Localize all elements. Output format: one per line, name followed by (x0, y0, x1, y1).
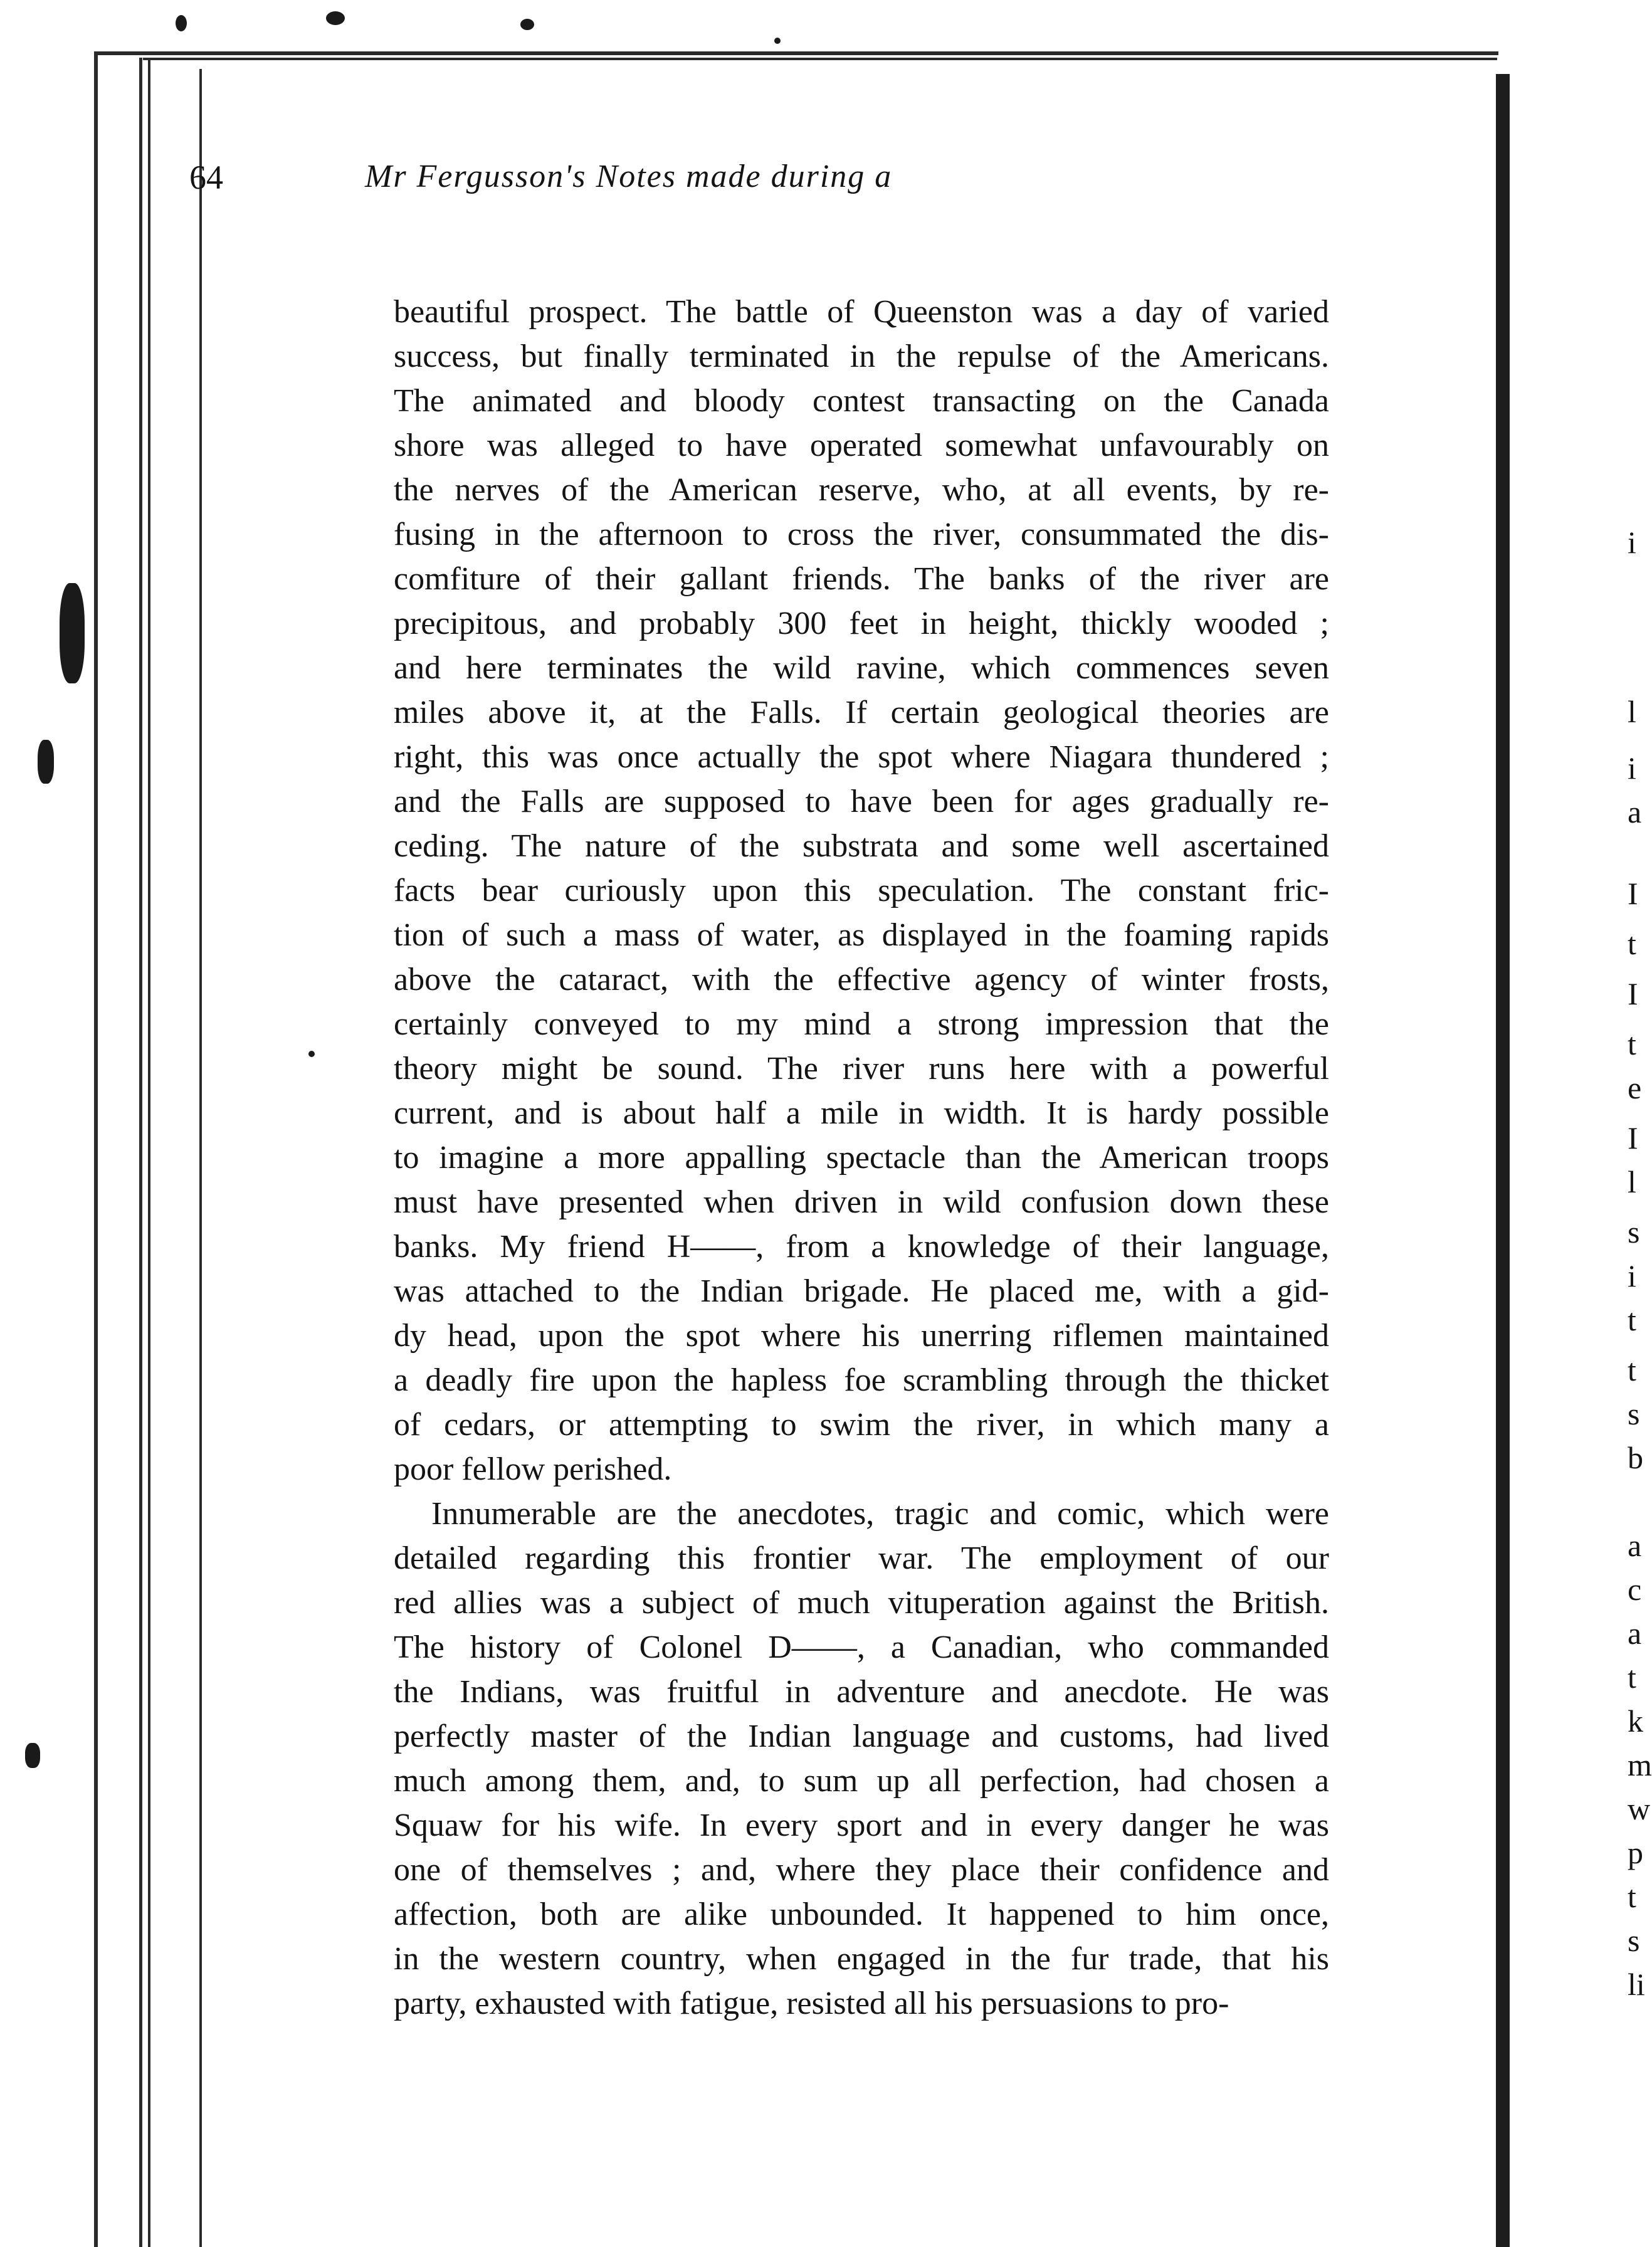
facing-page-fragment: i (1628, 525, 1636, 560)
text-line: Squaw for his wife. In every sport and in every danger he was (394, 1808, 1329, 1843)
scan-speck (774, 38, 781, 44)
text-line: dy head, upon the spot where his unerring riflemen maintained (394, 1318, 1329, 1354)
margin-dot (308, 1051, 315, 1057)
facing-page-fragment: I (1628, 976, 1638, 1011)
facing-page-fragment: c (1628, 1572, 1642, 1607)
text-line: the Indians, was fruitful in adventure and anecdote. He was (394, 1674, 1329, 1710)
text-line: shore was alleged to have operated somewhat unfavourably on (394, 428, 1329, 463)
text-line: above the cataract, with the effective agency of winter frosts, (394, 962, 1329, 997)
text-line: in the western country, when engaged in the fur trade, that his (394, 1941, 1329, 1977)
text-line: certainly conveyed to my mind a strong impression that the (394, 1006, 1329, 1042)
running-head (189, 158, 1330, 208)
facing-page-fragment: t (1628, 1879, 1636, 1914)
text-line: tion of such a mass of water, as displayed in the foaming rapids (394, 917, 1329, 953)
text-line: poor fellow perished. (394, 1451, 672, 1487)
page-edge-top-inner (143, 58, 1497, 60)
facing-page-fragment: I (1628, 876, 1638, 911)
facing-page-fragment: b (1628, 1440, 1643, 1475)
facing-page-fragment: w (1628, 1791, 1651, 1826)
text-line: ceding. The nature of the substrata and some well ascertained (394, 828, 1329, 864)
text-line: beautiful prospect. The battle of Queenston was a day of varied (394, 294, 1329, 330)
facing-page-fragment: I (1628, 1120, 1638, 1155)
text-line: The animated and bloody contest transacting on the Canada (394, 383, 1329, 419)
text-line: to imagine a more appalling spectacle than the American troops (394, 1140, 1329, 1176)
page-number: 64 (189, 159, 223, 196)
text-line: affection, both are alike unbounded. It happened to him once, (394, 1897, 1329, 1932)
scan-speck (520, 19, 534, 30)
text-line: the nerves of the American reserve, who, at all events, by re- (394, 472, 1329, 508)
text-line: and here terminates the wild ravine, which commences seven (394, 650, 1329, 686)
page-edge-left (94, 51, 98, 2247)
facing-page-fragment: k (1628, 1703, 1643, 1739)
page-edge-left-2 (139, 58, 142, 2247)
text-line: a deadly fire upon the hapless foe scrambling through the thicket (394, 1362, 1329, 1398)
facing-page-fragment: t (1628, 1302, 1636, 1337)
page-edge-left-3 (148, 60, 150, 2247)
facing-page-fragment: t (1628, 1660, 1636, 1695)
text-line: theory might be sound. The river runs here with a powerful (394, 1051, 1329, 1087)
text-line: detailed regarding this frontier war. The employment of our (394, 1540, 1329, 1576)
text-line: much among them, and, to sum up all perfection, had chosen a (394, 1763, 1329, 1799)
page-gutter (1496, 74, 1510, 2247)
facing-page-fragment: i (1628, 1258, 1636, 1293)
text-line: and the Falls are supposed to have been for ages gradually re- (394, 784, 1329, 819)
text-line: success, but finally terminated in the repulse of the Americans. (394, 339, 1329, 374)
scan-smudge (60, 583, 85, 683)
text-line: perfectly master of the Indian language and customs, had lived (394, 1718, 1329, 1754)
facing-page-fragment: m (1628, 1747, 1652, 1782)
scan-smudge (25, 1743, 40, 1768)
facing-page-fragment: l (1628, 694, 1636, 729)
scan-smudge (38, 740, 54, 784)
text-line: one of themselves ; and, where they place their confidence and (394, 1852, 1329, 1888)
text-line: comfiture of their gallant friends. The banks of the river are (394, 561, 1329, 597)
text-line: banks. My friend H——, from a knowledge of their language, (394, 1229, 1329, 1265)
facing-page-fragment: a (1628, 1528, 1642, 1563)
text-line: right, this was once actually the spot where Niagara thundered ; (394, 739, 1329, 775)
page-edge-top (94, 51, 1498, 55)
facing-page-fragment: a (1628, 1616, 1642, 1651)
facing-page-fragment: a (1628, 794, 1642, 829)
text-line: miles above it, at the Falls. If certain geological theories are (394, 695, 1329, 730)
facing-page-fragment: i (1628, 750, 1636, 786)
running-title: Mr Fergusson's Notes made during a (365, 159, 893, 194)
text-line: The history of Colonel D——, a Canadian, who commanded (394, 1629, 1329, 1665)
text-line: must have presented when driven in wild confusion down these (394, 1184, 1329, 1220)
text-line: Innumerable are the anecdotes, tragic and comic, which were (431, 1496, 1329, 1532)
facing-page-fragment: s (1628, 1923, 1640, 1958)
text-line: of cedars, or attempting to swim the river, in which many a (394, 1407, 1329, 1443)
text-line: precipitous, and probably 300 feet in height, thickly wooded ; (394, 606, 1329, 641)
page-edge-left-4 (199, 69, 202, 2247)
facing-page-fragment: e (1628, 1070, 1642, 1105)
scan-speck (326, 11, 345, 25)
text-line: current, and is about half a mile in width. It is hardy possible (394, 1095, 1329, 1131)
facing-page-fragment: s (1628, 1214, 1640, 1250)
scan-top-border (0, 0, 1648, 51)
facing-page-fragment: li (1628, 1967, 1645, 2002)
scan-left-border (0, 0, 94, 2247)
facing-page-fragment: s (1628, 1396, 1640, 1431)
facing-page-fragment: t (1628, 1352, 1636, 1387)
text-line: red allies was a subject of much vituperation against the British. (394, 1585, 1329, 1621)
facing-page-edge (1510, 74, 1652, 2247)
facing-page-fragment: t (1628, 926, 1636, 961)
text-line: party, exhausted with fatigue, resisted all his persuasions to pro- (394, 1986, 1229, 2021)
scan-speck (176, 15, 187, 31)
facing-page-fragment: p (1628, 1835, 1643, 1870)
text-line: was attached to the Indian brigade. He placed me, with a gid- (394, 1273, 1329, 1309)
text-line: fusing in the afternoon to cross the river, consummated the dis- (394, 517, 1329, 552)
facing-page-fragment: l (1628, 1164, 1636, 1199)
text-line: facts bear curiously upon this speculation. The constant fric- (394, 873, 1329, 908)
body-text (394, 290, 1329, 2026)
facing-page-fragment: t (1628, 1026, 1636, 1061)
